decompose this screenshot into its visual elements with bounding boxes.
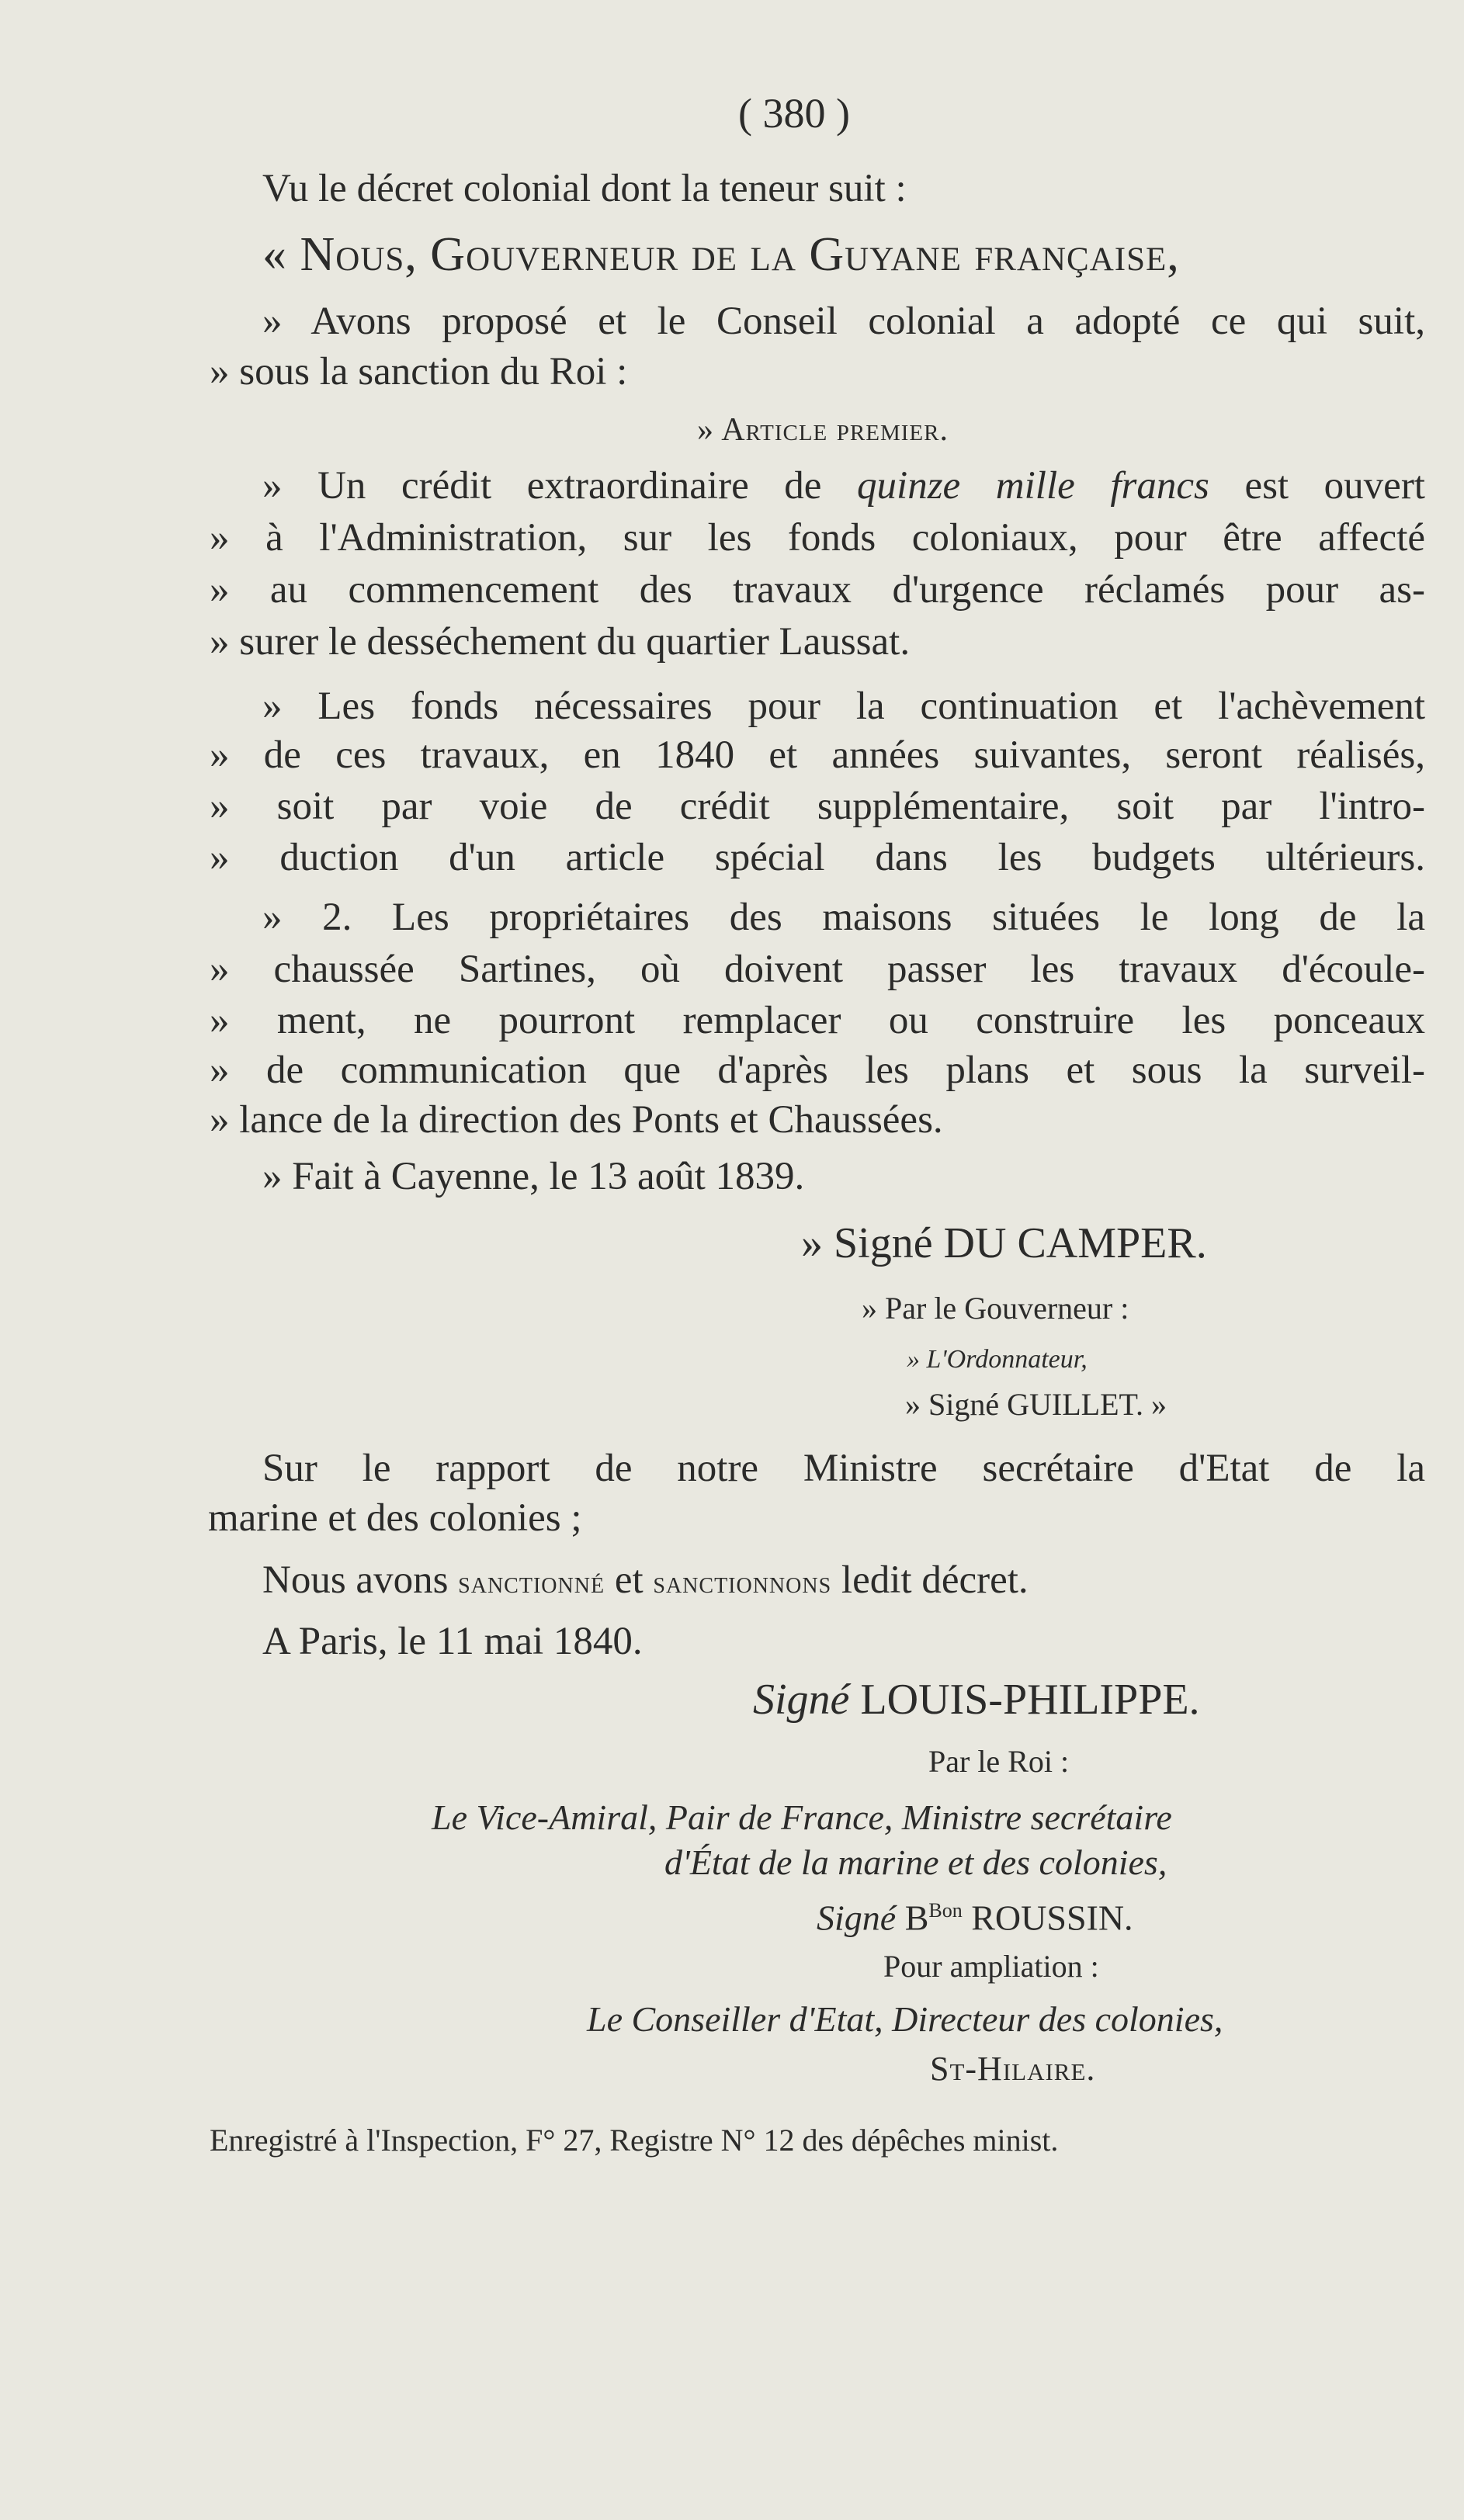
paragraph-line: » de ces travaux, en 1840 et années suivantes, seront réalisés,: [210, 733, 1425, 777]
conseiller-title: Le Conseiller d'Etat, Directeur des colonies,: [587, 1999, 1223, 2039]
ampliation-label: Pour ampliation :: [883, 1949, 1099, 1984]
paragraph-line: Sur le rapport de notre Ministre secrétaire d'Etat de la: [262, 1447, 1425, 1490]
text-span: Nous avons: [262, 1558, 449, 1602]
signed-label: Signé: [817, 1898, 897, 1938]
page-number: ( 380 ): [738, 90, 850, 137]
paragraph-line: » de communication que d'après les plans et sous la surveil-: [210, 1049, 1425, 1092]
signer-name: ROUSSIN.: [971, 1898, 1133, 1938]
minister-title: Le Vice-Amiral, Pair de France, Ministre secrétaire: [432, 1797, 1172, 1837]
registration-note: Enregistré à l'Inspection, F° 27, Registre N° 12 des dépêches minist.: [210, 2123, 1059, 2158]
decree-intro: Vu le décret colonial dont la teneur suit :: [262, 167, 907, 210]
baron-abbr: Bon: [928, 1899, 963, 1922]
paragraph-line: » Avons proposé et le Conseil colonial a adopté ce qui suit,: [262, 300, 1425, 343]
amount-text: quinze mille francs: [857, 464, 1209, 508]
signature-louis-philippe: [753, 1676, 1200, 1723]
paragraph-line: » duction d'un article spécial dans les budgets ultérieurs.: [210, 836, 1425, 879]
text-span: sanctionné: [458, 1565, 605, 1600]
paragraph-line: » surer le desséchement du quartier Laussat.: [210, 620, 911, 664]
text-span: et: [614, 1558, 644, 1602]
paragraph-line: » sous la sanction du Roi :: [210, 350, 628, 393]
sanction-line: [262, 1557, 1029, 1606]
paragraph-line: » au commencement des travaux d'urgence réclamés pour as-: [210, 568, 1425, 612]
signature-du-camper: » Signé DU CAMPER.: [801, 1219, 1207, 1267]
paragraph-line: marine et des colonies ;: [208, 1496, 582, 1540]
paragraph-line: » soit par voie de crédit supplémentaire, soit par l'intro-: [210, 785, 1425, 828]
article-heading: » Article premier.: [697, 412, 949, 448]
signer-name: LOUIS-PHILIPPE.: [860, 1676, 1200, 1724]
paragraph-line: [262, 463, 1425, 509]
preamble-text: « Nous, Gouverneur de la Guyane française,: [262, 228, 1180, 281]
signature-st-hilaire: St-Hilaire.: [930, 2050, 1096, 2088]
paragraph-line: » ment, ne pourront remplacer ou construire les ponceaux: [210, 999, 1425, 1042]
signed-label: Signé: [753, 1676, 850, 1724]
text-span: » Un crédit extraordinaire de: [262, 464, 822, 508]
text-span: est ouvert: [1244, 464, 1425, 508]
paragraph-line: » chaussée Sartines, où doivent passer les travaux d'écoule-: [210, 948, 1425, 991]
signature-title: » L'Ordonnateur,: [907, 1345, 1088, 1374]
paragraph-line: » à l'Administration, sur les fonds coloniaux, pour être affecté: [210, 516, 1425, 560]
decree-preamble: [262, 228, 1425, 281]
paragraph-line: » lance de la direction des Ponts et Chaussées.: [210, 1098, 943, 1142]
signature-title: Par le Roi :: [928, 1744, 1070, 1779]
signature-roussin: Signé $B^{Bon}$ ROUSSIN.: [817, 1898, 1133, 1938]
paragraph-line: » 2. Les propriétaires des maisons situées le long de la: [262, 896, 1425, 939]
text-span: sanctionnons: [653, 1565, 832, 1600]
signature-guillet: » Signé GUILLET. »: [905, 1387, 1167, 1422]
date-line: » Fait à Cayenne, le 13 août 1839.: [262, 1155, 805, 1198]
date-line: A Paris, le 11 mai 1840.: [262, 1620, 643, 1663]
signature-title: » Par le Gouverneur :: [862, 1291, 1129, 1326]
minister-title: d'État de la marine et des colonies,: [664, 1842, 1167, 1882]
paragraph-line: » Les fonds nécessaires pour la continuation et l'achèvement: [262, 685, 1425, 728]
text-span: ledit décret.: [841, 1558, 1029, 1602]
